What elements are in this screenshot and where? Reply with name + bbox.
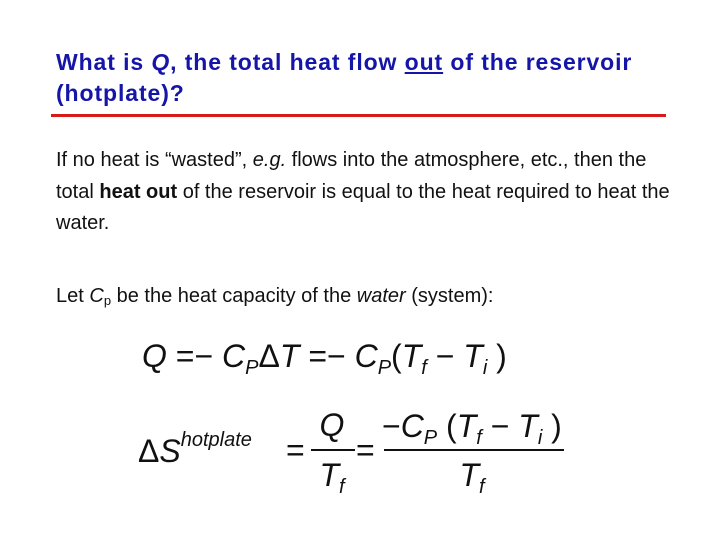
- paragraph2-text: be the heat capacity of the: [111, 285, 357, 307]
- eq1-equals: =−: [299, 338, 355, 374]
- title-text: , the total heat flow: [170, 49, 405, 75]
- eq2-sub: P: [423, 427, 438, 449]
- eq2-denominator-1: [306, 455, 358, 507]
- eq2-delta: Δ: [138, 433, 160, 469]
- paragraph-heat-out: heat out: [99, 180, 178, 203]
- paragraph2-text: Let: [56, 285, 90, 307]
- eq2-paren: (: [437, 408, 457, 444]
- eq2-equals-1: [286, 430, 305, 470]
- eq2-fraction-bar-1: [311, 449, 355, 451]
- title-text: of the reservoir (hotplate)?: [56, 49, 633, 106]
- eq2-paren: ): [542, 408, 562, 444]
- slide-title: [56, 47, 676, 109]
- eq2-sub: f: [478, 476, 485, 498]
- eq1-q: Q: [142, 338, 167, 374]
- eq1-delta: Δ: [258, 338, 280, 374]
- eq1-sub: P: [377, 357, 392, 379]
- eq2-superscript: hotplate: [180, 429, 252, 451]
- title-q: Q: [151, 49, 171, 75]
- title-text: What is: [56, 49, 152, 75]
- eq1-t: T: [401, 338, 422, 374]
- eq2-numerator-1: [306, 405, 358, 445]
- eq2-lhs: [138, 420, 252, 471]
- eq1-t: T: [463, 338, 483, 374]
- eq2-minus: −: [481, 408, 519, 444]
- eq2-t: T: [456, 408, 477, 444]
- eq2-t: T: [518, 408, 538, 444]
- eq2-q: Q: [319, 407, 345, 443]
- eq2-fraction-bar-2: [384, 449, 564, 451]
- body-paragraph-2: [56, 281, 676, 316]
- eq1-sub: f: [421, 357, 427, 379]
- paragraph-eg: e.g.: [252, 149, 287, 171]
- eq1-t: T: [279, 338, 300, 374]
- eq2-s: S: [159, 433, 181, 469]
- title-out: out: [404, 49, 444, 75]
- eq1-paren: (: [391, 338, 402, 374]
- eq2-t: T: [459, 457, 479, 493]
- eq2-sub: f: [338, 476, 345, 498]
- eq2-equals-2: [356, 430, 375, 470]
- body-paragraph: [56, 145, 676, 240]
- eq1-sub: i: [482, 357, 488, 379]
- eq1-c: C: [222, 338, 246, 374]
- eq2-c: C: [400, 408, 424, 444]
- paragraph2-c: C: [89, 285, 104, 307]
- paragraph2-text: (system):: [405, 285, 494, 307]
- eq1-sub: P: [245, 357, 259, 379]
- eq2-minus: −: [382, 408, 401, 444]
- eq2-denominator-2: [432, 455, 512, 507]
- equation-heat-flow: [142, 336, 507, 388]
- eq2-equals-text: =: [286, 432, 305, 468]
- paragraph2-water: water: [356, 285, 406, 307]
- paragraph2-sub: p: [103, 293, 112, 308]
- eq1-minus: −: [426, 338, 464, 374]
- eq2-sub: i: [537, 427, 543, 449]
- paragraph-text: If no heat is “wasted”,: [56, 149, 253, 171]
- eq2-t: T: [319, 457, 339, 493]
- eq1-c: C: [354, 338, 378, 374]
- paragraph-text: flows into the atmosphere, etc., then the total: [56, 149, 647, 203]
- eq2-equals-text: =: [356, 432, 375, 468]
- paragraph-text: of the reservoir is equal to the heat required to heat the water.: [56, 180, 670, 234]
- eq1-equals: =−: [166, 338, 223, 374]
- eq2-sub: f: [476, 427, 482, 449]
- title-rule: [51, 114, 666, 117]
- eq1-paren: ): [487, 338, 507, 374]
